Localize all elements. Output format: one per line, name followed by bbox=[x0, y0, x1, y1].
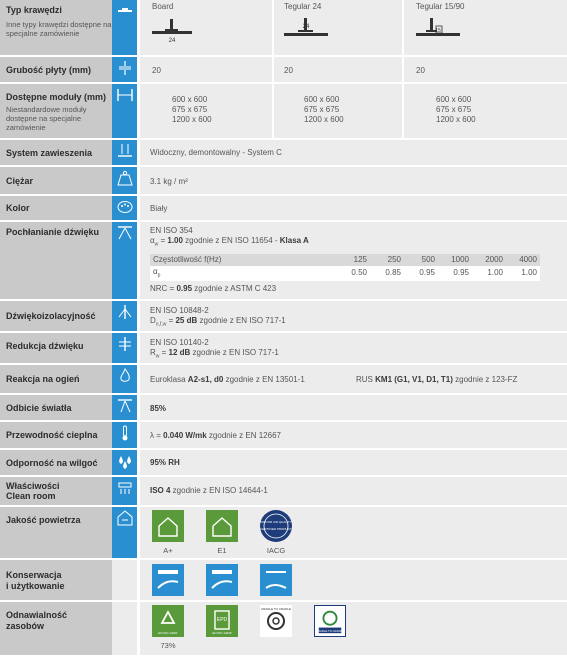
svg-text:EN ISO 14021: EN ISO 14021 bbox=[158, 631, 178, 635]
note-modules: Niestandardowe moduły dostępne na specjalne zamówienie bbox=[6, 105, 87, 132]
freq-label: Częstotliwość f(Hz) bbox=[150, 254, 336, 266]
board-edge-icon bbox=[152, 16, 192, 46]
value-insulation: EN ISO 10848-2 $D_{n,f,w} = 25$ dB zgodnie z EN ISO 717-1 bbox=[140, 301, 567, 331]
handling-icon bbox=[260, 564, 292, 596]
aplus-caption: A+ bbox=[163, 546, 173, 555]
value-clean-room: ISO 4 zgodnie z EN ISO 14644-1 bbox=[140, 477, 567, 505]
label-weight: Ciężar bbox=[0, 167, 112, 194]
thickness-val-1: 20 bbox=[152, 66, 161, 75]
row-clean-room bbox=[0, 477, 567, 505]
value-humidity: 95% RH bbox=[140, 450, 567, 475]
value-air-quality bbox=[140, 507, 567, 558]
svg-text:EN ISO 14025: EN ISO 14025 bbox=[212, 631, 232, 635]
label-modules: Dostępne moduły (mm) Niestandardowe moduły dostępne na specjalne zamówienie bbox=[0, 84, 112, 138]
row-color bbox=[0, 196, 567, 220]
iacg-caption: IACG bbox=[266, 546, 286, 555]
thickness-val-2: 20 bbox=[284, 66, 293, 75]
row-edge-type bbox=[0, 0, 567, 55]
label-insulation: Dźwiękoizolacyjność bbox=[0, 301, 112, 331]
label-clean-room: Właściwości Clean room bbox=[0, 477, 112, 505]
recycle-caption: 73% bbox=[160, 641, 176, 650]
tegular15-edge-icon bbox=[416, 16, 460, 48]
tegular24-edge-icon bbox=[284, 16, 328, 48]
e1-caption: E1 bbox=[217, 546, 227, 555]
modules-col-2: 600 x 600 675 x 675 1200 x 600 bbox=[304, 95, 344, 124]
value-thickness bbox=[140, 57, 567, 82]
row-thickness bbox=[0, 57, 567, 82]
row-air-quality bbox=[0, 507, 567, 558]
cleaning-icon bbox=[152, 564, 184, 596]
note-edge-type: Inne typy krawędzi dostępne na specjalne zamówienie bbox=[6, 20, 112, 38]
thickness-val-3: 20 bbox=[416, 66, 425, 75]
row-thermal bbox=[0, 422, 567, 448]
row-modules bbox=[0, 84, 567, 138]
nrc-line: NRC = 0.95 zgodnie z ASTM C 423 bbox=[150, 284, 277, 294]
value-suspension: Widoczny, demontowalny - System C bbox=[140, 140, 567, 165]
board-dim: 24 bbox=[168, 38, 176, 44]
value-fire: Euroklasa A2-s1, d0 zgodnie z EN 13501-1 RUS KM1 (G1, V1, D1, T1) zgodnie z 123-FZ bbox=[140, 365, 567, 393]
tegular15-dim: 15 bbox=[435, 28, 441, 34]
label-reduction: Redukcja dźwięku bbox=[0, 333, 112, 363]
label-humidity: Odporność na wilgoć bbox=[0, 450, 112, 475]
label-edge-type: Typ krawędzi Inne typy krawędzi dostępne na specjalne zamówienie bbox=[0, 0, 112, 55]
edge-col-board: Board bbox=[152, 2, 174, 11]
row-suspension bbox=[0, 140, 567, 165]
label-air-quality: Jakość powietrza bbox=[0, 507, 112, 558]
label-thermal: Przewodność cieplna bbox=[0, 422, 112, 448]
cradle-cert-icon bbox=[314, 605, 346, 637]
ap-label: $\alpha_p$ bbox=[150, 266, 336, 282]
recycle-icon bbox=[152, 605, 184, 637]
value-renewable bbox=[140, 602, 567, 655]
row-fire bbox=[0, 365, 567, 393]
value-thermal: λ = 0.040 W/mk zgodnie z EN 12667 bbox=[140, 422, 567, 448]
row-humidity bbox=[0, 450, 567, 475]
fire-rus: RUS KM1 (G1, V1, D1, T1) zgodnie z 123-FZ bbox=[356, 375, 518, 384]
cradle-icon bbox=[260, 605, 292, 637]
row-absorption bbox=[0, 222, 567, 299]
epd-icon bbox=[206, 605, 238, 637]
value-modules bbox=[140, 84, 567, 138]
label-suspension: System zawieszenia bbox=[0, 140, 112, 165]
value-maintenance bbox=[140, 560, 567, 600]
value-light: 85% bbox=[140, 395, 567, 420]
label-renewable: Odnawialność zasobów bbox=[0, 602, 112, 655]
edge-icon bbox=[112, 0, 137, 55]
light-icon bbox=[112, 395, 137, 420]
weight-icon bbox=[112, 167, 137, 194]
thermometer-icon bbox=[112, 422, 137, 448]
palette-icon bbox=[112, 196, 137, 220]
modules-col-1: 600 x 600 675 x 675 1200 x 600 bbox=[172, 95, 212, 124]
row-light bbox=[0, 395, 567, 420]
e1-badge bbox=[206, 510, 238, 542]
label-thickness: Grubość płyty (mm) bbox=[0, 57, 112, 82]
reduction-icon bbox=[112, 333, 137, 363]
thickness-icon bbox=[112, 57, 137, 82]
label-fire: Reakcja na ogień bbox=[0, 365, 112, 393]
modules-col-3: 600 x 600 675 x 675 1200 x 600 bbox=[436, 95, 476, 124]
row-renewable bbox=[0, 602, 567, 655]
label-maintenance: Konserwacja i użytkowanie bbox=[0, 560, 112, 600]
label-absorption: Pochłanianie dźwięku bbox=[0, 222, 112, 299]
clean-room-icon bbox=[112, 477, 137, 505]
insulation-icon bbox=[112, 301, 137, 331]
svg-text:CRADLE TO CRADLE: CRADLE TO CRADLE bbox=[260, 607, 292, 611]
house-air-icon bbox=[112, 507, 137, 558]
value-edge-type bbox=[140, 0, 567, 55]
value-color: Biały bbox=[140, 196, 567, 220]
value-absorption bbox=[140, 222, 567, 299]
svg-text:EPD: EPD bbox=[216, 617, 228, 623]
suspension-icon bbox=[112, 140, 137, 165]
edge-col-tegular15: Tegular 15/90 bbox=[416, 2, 465, 11]
label-light: Odbicie światła bbox=[0, 395, 112, 420]
drops-icon bbox=[112, 450, 137, 475]
fire-icon bbox=[112, 365, 137, 393]
value-reduction: EN ISO 10140-2 $R_w = 12$ dB zgodnie z EN ISO 717-1 bbox=[140, 333, 567, 363]
iacg-badge bbox=[260, 510, 292, 542]
wiping-icon bbox=[206, 564, 238, 596]
row-maintenance bbox=[0, 560, 567, 600]
absorption-aw: $\alpha_w = 1.00$ zgodnie z EN ISO 11654 - Klasa A bbox=[150, 236, 309, 248]
absorption-table: Częstotliwość f(Hz) 125 250 500 1000 2000 4000 $\alpha_p$ 0.50 0.85 0.95 0.95 1.00 1.00 bbox=[150, 254, 540, 282]
row-insulation bbox=[0, 301, 567, 331]
absorption-icon bbox=[112, 222, 137, 299]
svg-text:INDOOR AIR QUALITY: INDOOR AIR QUALITY bbox=[260, 520, 292, 524]
row-weight bbox=[0, 167, 567, 194]
aplus-badge bbox=[152, 510, 184, 542]
value-weight: 3.1 kg / m² bbox=[140, 167, 567, 194]
absorption-std: EN ISO 354 bbox=[150, 226, 193, 235]
modules-icon bbox=[112, 84, 137, 138]
svg-text:CERTIFIED PRODUCT: CERTIFIED PRODUCT bbox=[260, 527, 292, 531]
svg-text:CRADLE TO CRADLE: CRADLE TO CRADLE bbox=[315, 628, 345, 633]
label-color: Kolor bbox=[0, 196, 112, 220]
row-reduction bbox=[0, 333, 567, 363]
tegular24-dim: 24 bbox=[302, 24, 310, 30]
edge-col-tegular24: Tegular 24 bbox=[284, 2, 322, 11]
